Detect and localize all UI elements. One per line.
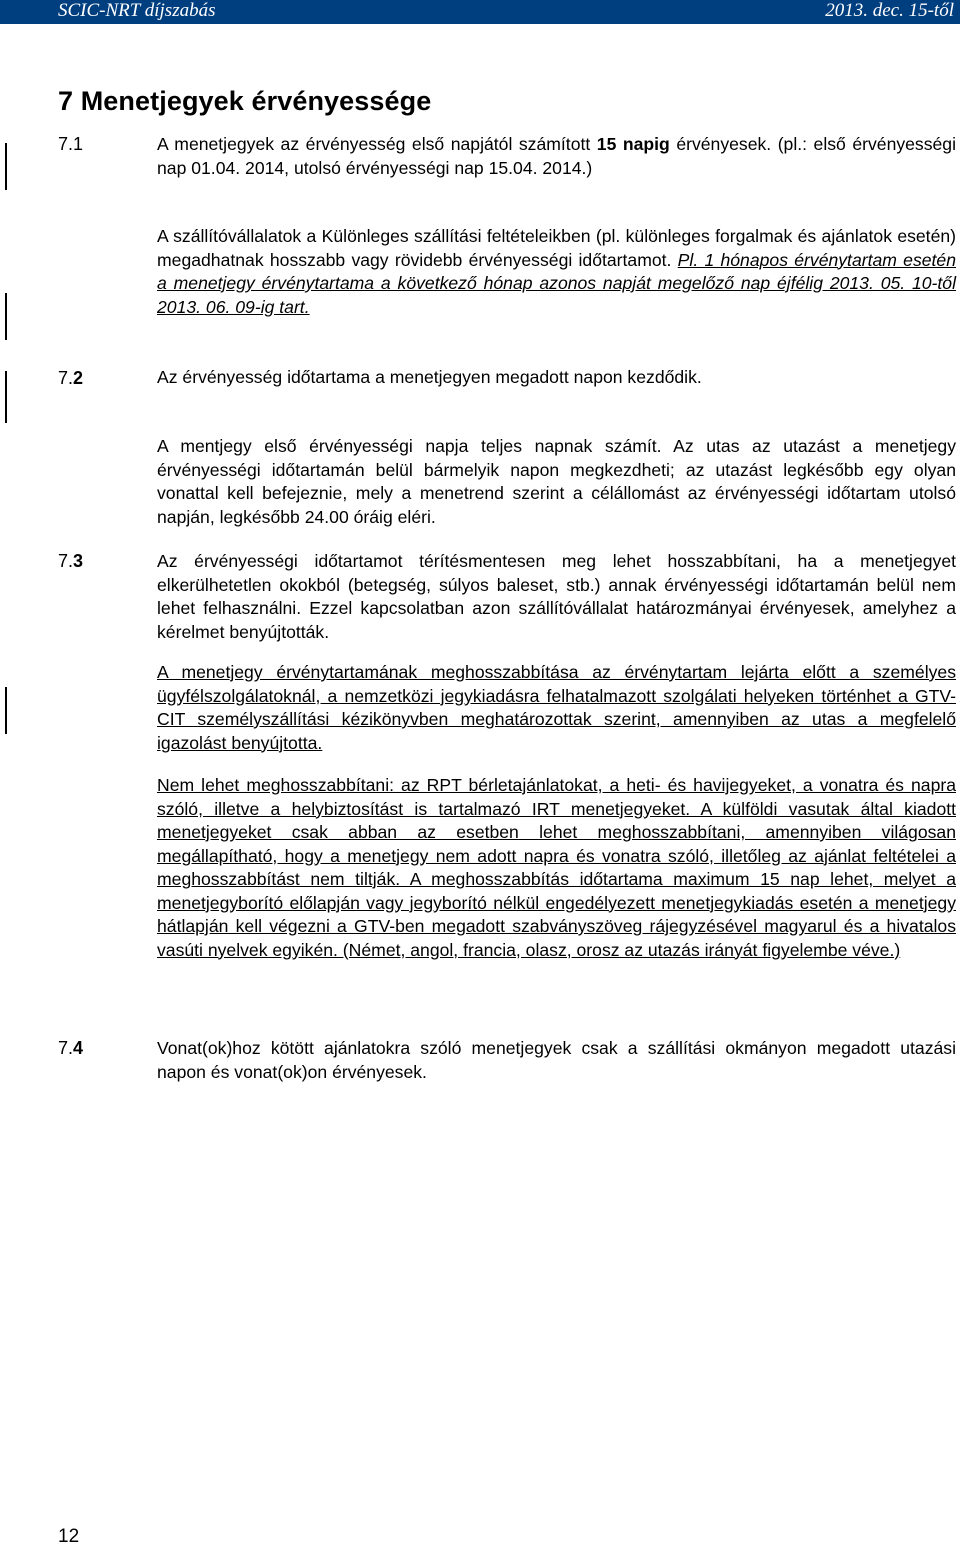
change-bar [5, 687, 7, 734]
section-7-3-extension-procedure: A menetjegy érvénytartamának meghosszabbítása az érvénytartam lejárta előtt a személyes ügyfélszolgálatoknál, a nemzetközi jegykiadásra felhatalmazott szolgálati helyeken történhet a GTV-CIT személyszállítási kézikönyvben meghatározottak szerint, amennyiben az utas a megfelelő igazolást benyújtotta. [157, 662, 956, 753]
section-number-7-3: 7.3 [58, 551, 84, 571]
change-bar [5, 143, 7, 190]
change-bar [5, 371, 7, 423]
section-7-4-text: Vonat(ok)hoz kötött ajánlatokra szóló menetjegyek csak a szállítási okmányon megadott utazási napon és vonat(ok)on érvényesek. [157, 1038, 956, 1082]
section-7-1-carrier-text: A szállítóvállalatok a Különleges szállítási feltételeikben (pl. különleges forgalmak és ajánlatok esetén) megadhatnak hosszabb vagy rövidebb érvényességi időtartamot. Pl. 1 hónapos érvénytartam esetén a menetjegy érvénytartama a következő hónap azonos napját megelőző nap éjfélig 2013. 05. 10-től 2013. 06. 09-ig tart. [157, 226, 956, 317]
page-number: 12 [58, 1526, 80, 1547]
section-number-7-1: 7.1 [58, 134, 84, 154]
section-7-2-start-text: Az érvényesség időtartama a menetjegyen megadott napon kezdődik. [157, 367, 702, 387]
section-7-2-body-text: A mentjegy első érvényességi napja teljes napnak számít. Az utas az utazást a menetjegy érvényességi időtartamán belül bármelyik napon megkezdheti; az utazást legkésőbb egy olyan vonattal kell befejeznie, mely a menetrend szerint a célállomást az érvényességi időtartam utolsó napján, legkésőbb 24.00 óráig eléri. [157, 436, 956, 527]
section-number-7-2: 7.2 [58, 368, 84, 388]
page-header [0, 0, 960, 24]
section-number-7-4: 7.4 [58, 1038, 84, 1058]
section-7-1-validity-text: A menetjegyek az érvényesség első napjától számított 15 napig érvényesek. (pl.: első érvényességi nap 01.04. 2014, utolsó érvényességi nap 15.04. 2014.) [157, 134, 957, 178]
section-7-3-exceptions: Nem lehet meghosszabbítani: az RPT bérletajánlatokat, a heti- és havijegyeket, a vonatra és napra szóló, illetve a helybiztosítást is tartalmazó IRT menetjegyeket. A külföldi vasutak által kiadott menetjegyeket csak abban az esetben lehet meghosszabbítani, amennyiben világosan megállapítható, hogy a menetjegy nem adott napra és vonatra szóló, illetőleg az ajánlat feltételei a meghosszabbítást nem tiltják. A meghosszabbítás időtartama maximum 15 nap lehet, melyet a menetjegyborító előlapján vagy jegyborító nélkül engedélyezett menetjegykiadás esetén a menetjegy hátlapján kell végezni a GTV-ben megadott szabványszöveg rájegyzésével magyarul és a hivatalos vasúti nyelvek egyikén. (Német, angol, francia, olasz, orosz az utazás irányát figyelembe véve.) [157, 775, 956, 960]
header-date: 2013. dec. 15-től [825, 0, 954, 21]
change-bar [5, 293, 7, 340]
example-text: Pl. 1 hónapos érvénytartam esetén a menetjegy érvénytartama a következő hónap azonos napját megelőző nap éjfélig 2013. 05. 10-től 2013. 06. 09-ig tart. [157, 249, 956, 317]
section-7-3-extension-text: Az érvényességi időtartamot térítésmentesen meg lehet hosszabbítani, ha a menetjegyet elkerülhetetlen okokból (betegség, súlyos baleset, stb.) annak érvényességi időtartamán belül nem lehet felhasználni. Ezzel kapcsolatban azon szállítóvállalat határozmányai érvényesek, amelyhez a kérelmet benyújtották. [157, 551, 956, 642]
header-left-text: SCIC-NRT díjszabás [58, 0, 216, 21]
section-title: 7 Menetjegyek érvényessége [58, 86, 432, 116]
